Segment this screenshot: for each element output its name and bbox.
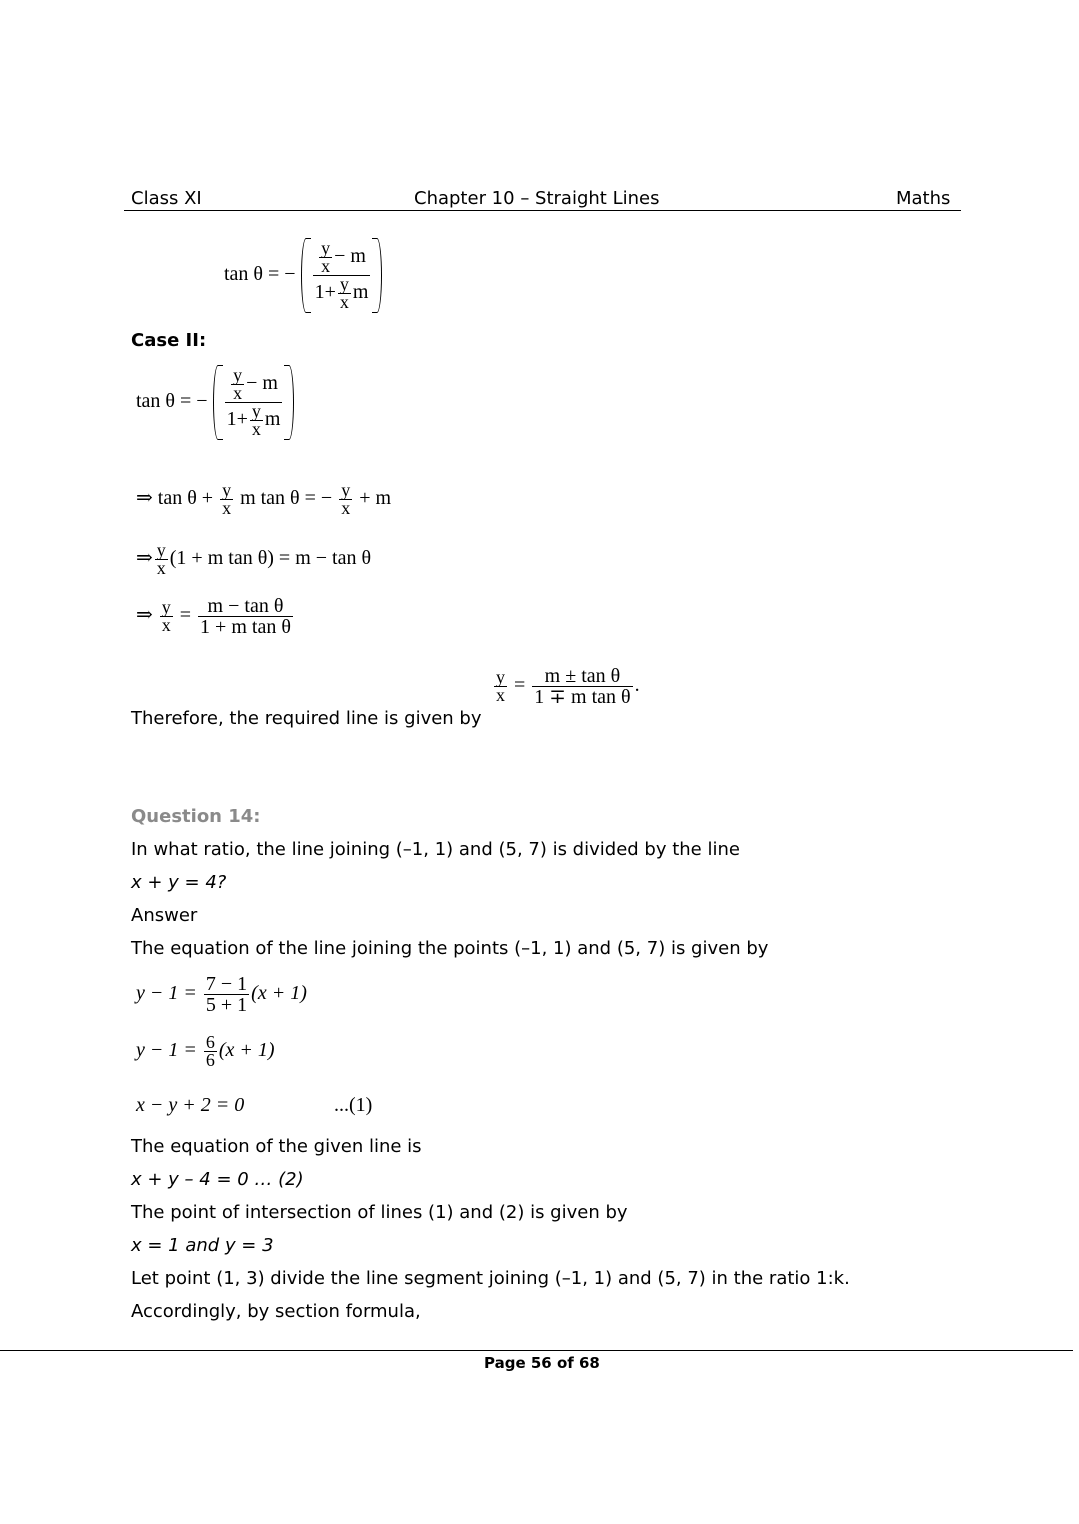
case1-big-fraction: $\frac{y}{x}$ − m 1+ $\frac{y}{x}$ m <box>314 238 369 312</box>
footer-rule <box>0 1350 1073 1351</box>
answer-line-1: The equation of the line joining the points (–1, 1) and (5, 7) is given by <box>131 938 769 959</box>
case2-equation-2: ⇒ tan θ + $\frac{y}{x}$ m tan θ = − $\frac{y}{x}$ + m <box>136 480 392 518</box>
equation-c: x − y + 2 = 0 <box>136 1094 245 1116</box>
header-class: Class XI <box>131 188 202 209</box>
case1-paren-group <box>301 238 383 313</box>
answer-line-4: The point of intersection of lines (1) and (2) is given by <box>131 1202 628 1223</box>
header-rule <box>124 210 961 211</box>
case1-lhs: tan θ = − <box>224 263 296 286</box>
question-line-2: x + y = 4? <box>131 872 227 893</box>
answer-line-2: The equation of the given line is <box>131 1136 422 1157</box>
case2-equation-4: ⇒ $\frac{y}{x}$ = $\frac{\text{m − tan θ}}{\text{1 + m tan θ}}$ <box>136 595 291 638</box>
case2-paren-group: $\frac{y}{x}$ − m 1+ $\frac{y}{x}$ m <box>213 365 295 440</box>
answer-line-6: Let point (1, 3) divide the line segment joining (–1, 1) and (5, 7) in the ratio 1:k. <box>131 1268 850 1289</box>
case1-equation <box>224 238 382 313</box>
case2-equation-3: ⇒ $\frac{y}{x}$ (1 + m tan θ) = m − tan θ <box>136 540 372 578</box>
equation-a: y − 1 = $\frac{7 - 1}{5 + 1}$ (x + 1) <box>136 973 307 1016</box>
answer-line-3: x + y – 4 = 0 … (2) <box>131 1169 304 1190</box>
answer-label: Answer <box>131 905 198 926</box>
header-subject: Maths <box>896 188 951 209</box>
answer-line-5: x = 1 and y = 3 <box>131 1235 274 1256</box>
page-number: Page 56 of 68 <box>484 1354 600 1372</box>
conclusion-text: Therefore, the required line is given by <box>131 708 482 729</box>
case2-equation-1: tan θ = − $\frac{y}{x}$ − m 1+ $\frac{y}{x}$ m <box>136 365 294 440</box>
equation-c-tag: ...(1) <box>334 1094 373 1116</box>
conclusion-equation: $\frac{y}{x}$ = $\frac{\text{m ± tan θ}}{\text{1 ∓ m tan θ}}$ . <box>496 665 640 708</box>
case2-label: Case II: <box>131 330 207 351</box>
question-line-1: In what ratio, the line joining (–1, 1) and (5, 7) is divided by the line <box>131 839 740 860</box>
header-chapter: Chapter 10 – Straight Lines <box>414 188 660 209</box>
answer-line-7: Accordingly, by section formula, <box>131 1301 421 1322</box>
question-title: Question 14: <box>131 806 261 827</box>
equation-b: y − 1 = $\frac{6}{6}$ (x + 1) <box>136 1032 275 1070</box>
